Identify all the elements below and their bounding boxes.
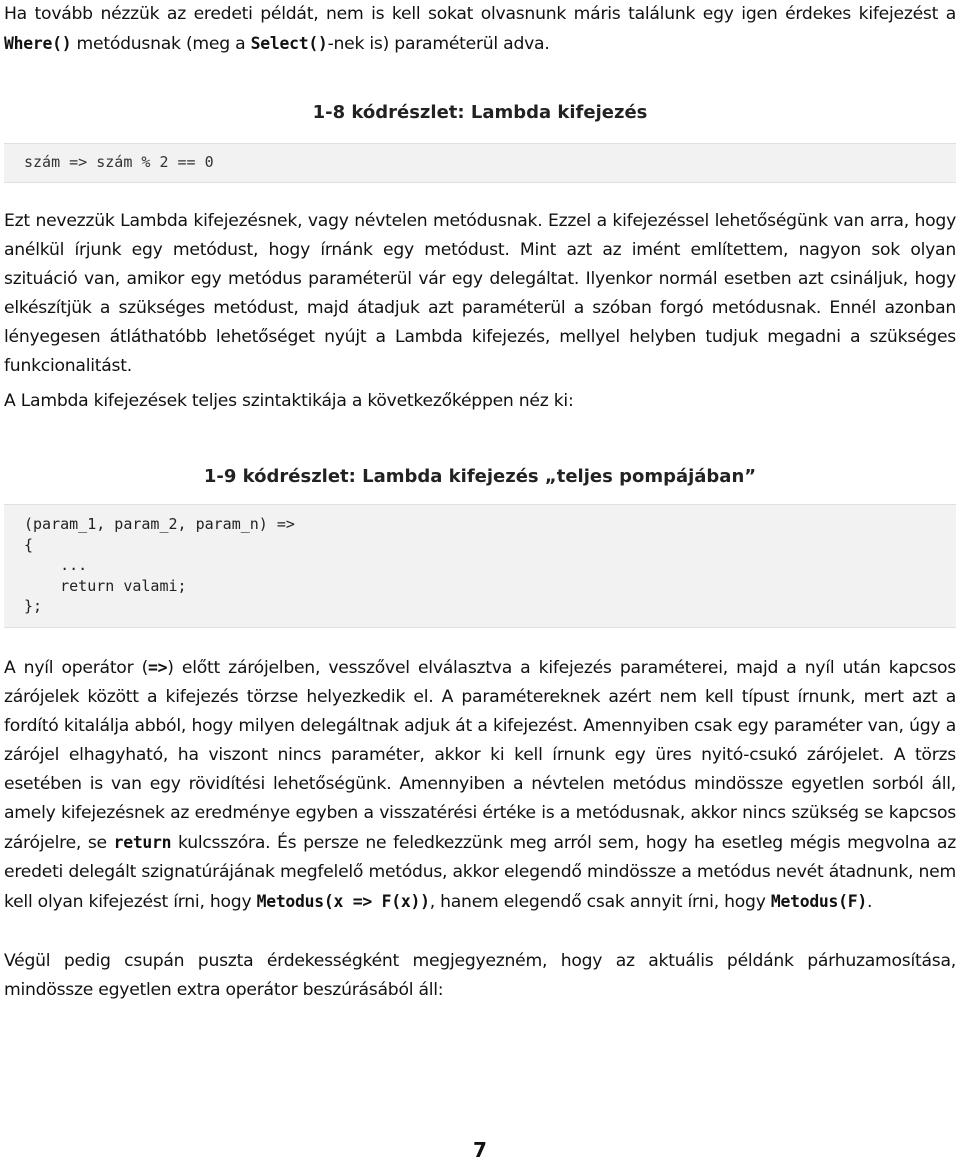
intro-text-3: -nek is) paraméterül adva. [327, 34, 550, 54]
para4-text-4: , hanem elegendő csak annyit írni, hogy [429, 892, 771, 912]
para4-text-1: A nyíl operátor ( [4, 658, 149, 678]
inline-code-where: Where() [4, 34, 72, 53]
listing-1-code: szám => szám % 2 == 0 [24, 153, 214, 171]
listing-2-code: (param_1, param_2, param_n) => { ... return valami; }; [24, 515, 295, 615]
para4-text-5: . [867, 892, 873, 912]
intro-paragraph [4, 0, 956, 59]
intro-text-1: Ha tovább nézzük az eredeti példát, nem is kell sokat olvasnunk máris találunk egy igen érdekes kifejezést a [4, 4, 956, 24]
inline-code-arrow: => [148, 658, 168, 677]
listing-1-code-box [4, 143, 956, 183]
lambda-description-paragraph: Ezt nevezzük Lambda kifejezésnek, vagy névtelen metódusnak. Ezzel a kifejezéssel lehetőségünk van arra, hogy anélkül írjunk egy metódust, hogy írnánk egy metódust. Mint azt az imént említettem, nagyon sok olyan szituáció van, amikor egy metódus paraméterül vár egy delegáltat. Ilyenkor normál esetben azt csináljuk, hogy elkészítjük a szükséges metódust, majd átadjuk azt paraméterül a szóban forgó metódusnak. Ennél azonban lényegesen átláthatóbb lehetőséget nyújt a Lambda kifejezés, mellyel helyben tudjuk megadni a szükséges funkcionalitást. [4, 211, 956, 376]
para4-text-2: ) előtt zárójelben, vesszővel elválasztva a kifejezés paraméterei, majd a nyíl után kapcsos zárójelek között a kifejezés törzse helyezkedik el. A paramétereknek azért nem kell típust írnunk, mert azt a fordító kitalálja abból, hogy milyen delegáltnak adjuk át a kifejezést. Amennyiben csak egy paraméter van, úgy a zárójel elhagyható, ha viszont nincs paraméter, akkor ki kell írnunk egy üres nyitó-csukó zárójelet. A törzs esetében is van egy rövidítési lehetőségünk. Amennyiben a névtelen metódus mindössze egyetlen sorból áll, amely kifejezésnek az eredménye egyben a visszatérési értéke is a metódusnak, akkor nincs szükség se kapcsos zárójelre, se [4, 658, 957, 853]
syntax-intro-paragraph: A Lambda kifejezések teljes szintaktikája a következőképpen néz ki: [4, 391, 574, 411]
inline-code-select: Select() [250, 34, 328, 53]
listing-1-caption: 1-8 kódrészlet: Lambda kifejezés [312, 102, 648, 123]
intro-text-2: metódusnak (meg a [71, 34, 251, 54]
inline-code-metodus-f: Metodus(F) [770, 892, 868, 911]
para4-text-3: kulcsszóra. És persze ne feledkezzünk meg arról sem, hogy ha esetleg mégis megvolna az eredeti delegált szignatúrájának megfelelő metódus, akkor elegendő mindössze a metódus nevét átadnunk, nem kell olyan kifejezést írni, hogy [4, 833, 956, 912]
inline-code-metodus-lambda: Metodus(x => F(x)) [256, 892, 430, 911]
arrow-operator-paragraph [4, 653, 956, 917]
listing-2-caption: 1-9 kódrészlet: Lambda kifejezés „teljes pompájában” [203, 466, 757, 487]
inline-code-return: return [113, 833, 172, 852]
parallel-paragraph: Végül pedig csupán puszta érdekességként megjegyezném, hogy az aktuális példánk párhuzamosítása, mindössze egyetlen extra operátor beszúrásából áll: [4, 951, 956, 1000]
listing-2-code-box [4, 504, 956, 628]
page-number: 7 [473, 1138, 487, 1162]
